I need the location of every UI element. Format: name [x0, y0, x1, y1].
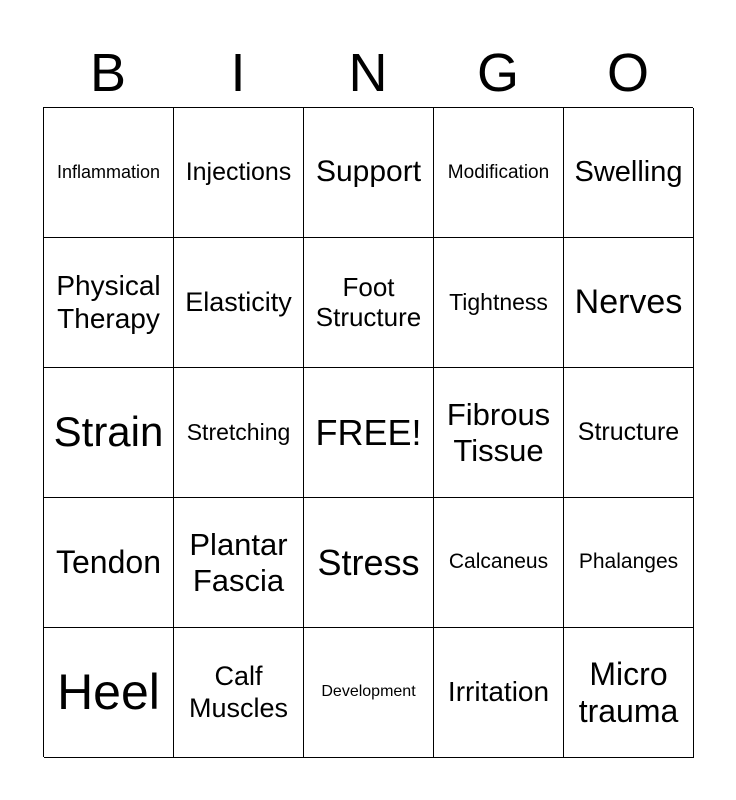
bingo-cell[interactable]: [564, 238, 694, 368]
cell-label: Heel: [57, 663, 160, 720]
bingo-cell[interactable]: [44, 628, 174, 758]
bingo-cell[interactable]: [564, 498, 694, 628]
bingo-cell[interactable]: [434, 628, 564, 758]
header-letter-g: G: [476, 43, 519, 103]
cell-label: Modification: [447, 161, 550, 183]
cell-label: Calcaneus: [448, 550, 549, 574]
cell-label: FREE!: [315, 411, 422, 453]
header-letter-n: N: [348, 43, 388, 103]
bingo-header: [43, 40, 693, 106]
cell-label: Elasticity: [185, 286, 292, 317]
cell-label: Tightness: [449, 289, 548, 316]
cell-label: Irritation: [447, 676, 550, 708]
header-letter-o: O: [606, 43, 649, 103]
bingo-cell[interactable]: [44, 498, 174, 628]
cell-label: Physical Therapy: [56, 270, 161, 334]
bingo-cell[interactable]: [304, 628, 434, 758]
bingo-cell[interactable]: [434, 498, 564, 628]
bingo-cell[interactable]: [564, 628, 694, 758]
cell-label: Foot Structure: [315, 271, 422, 332]
cell-label: Stretching: [186, 419, 291, 446]
cell-label: Micro trauma: [578, 655, 679, 729]
header-letter-i: I: [230, 43, 246, 103]
bingo-cell[interactable]: [174, 628, 304, 758]
bingo-cell[interactable]: [174, 368, 304, 498]
cell-label: Development: [321, 683, 416, 701]
cell-label: Fibrous Tissue: [446, 396, 551, 468]
bingo-cell[interactable]: [174, 108, 304, 238]
cell-label: Tendon: [56, 544, 161, 581]
bingo-cell[interactable]: [174, 238, 304, 368]
bingo-cell[interactable]: [304, 108, 434, 238]
cell-label: Stress: [317, 541, 420, 583]
cell-label: Structure: [577, 418, 680, 447]
cell-label: Strain: [53, 408, 164, 456]
cell-label: Support: [315, 155, 422, 189]
cell-label: Plantar Fascia: [189, 526, 288, 598]
bingo-cell[interactable]: [44, 368, 174, 498]
cell-label: Phalanges: [578, 550, 679, 574]
bingo-cell[interactable]: [174, 498, 304, 628]
bingo-cell[interactable]: [44, 238, 174, 368]
bingo-cell[interactable]: [434, 368, 564, 498]
bingo-cell[interactable]: [304, 368, 434, 498]
bingo-cell[interactable]: [44, 108, 174, 238]
cell-label: Calf Muscles: [188, 661, 289, 723]
bingo-cell[interactable]: [564, 108, 694, 238]
cell-label: Nerves: [574, 282, 683, 321]
cell-label: Swelling: [574, 155, 683, 188]
cell-label: Injections: [185, 158, 292, 187]
header-letter-b: B: [89, 43, 127, 103]
bingo-board: [43, 107, 693, 757]
bingo-cell[interactable]: [304, 238, 434, 368]
bingo-cell[interactable]: [564, 368, 694, 498]
bingo-cell[interactable]: [434, 108, 564, 238]
bingo-cell[interactable]: [434, 238, 564, 368]
bingo-cell[interactable]: [304, 498, 434, 628]
cell-label: Inflammation: [56, 162, 161, 183]
